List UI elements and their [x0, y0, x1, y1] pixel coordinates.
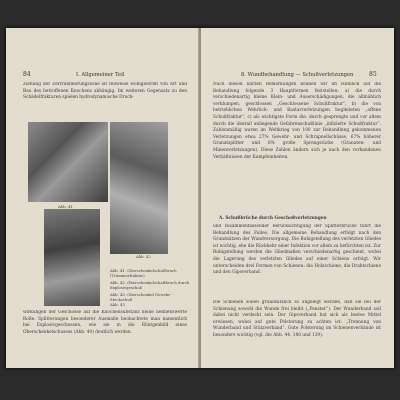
figure-41-caption: Abb. 41. Oberschenkelschußbruch (Trümmerfraktur)	[110, 268, 177, 278]
figure-42-photo	[110, 122, 168, 254]
left-running-head: I. Allgemeiner Teil	[76, 72, 125, 78]
right-text-1: Nach diesen kurzen Bemerkungen können wir im Hinblick auf die Behandlung folgende 3 Hauptformen feststellen: a) die durch verschiedenartig kleine Klein- und Auserschädigungen, die allmählich verklumpen, geschlossen „Geschlossene Schußfraktur“, b) die von betrieblichen Wehrlich- und Bastarverletzungen begleiteten „offene Schußfraktur“, c) als wichtigste Form die, durch gesprengte und vor allem durch die überall anliegende Gefahrenschußlinie „infizierte Schußfraktur“. Zahlenmäßig waren im Weltkrieg von 100 zur Behandlung gekommenen Verletzungen etwa 27% Gewehr- und Schrapnellschüsse, 67% höherer Granatsplitter und 6% große Sprengstücke (Granaten- und Minenverletzungen). Diese Zahlen ändern sich je nach den vorhandenen Verhältnissen der Kampfeinheiten.	[213, 82, 381, 160]
figure-43-label: Abb. 43	[110, 302, 125, 307]
figure-43-photo	[44, 209, 100, 306]
figure-42-label: Abb. 42	[136, 254, 151, 259]
left-bottom-text: wirkungen der Geschosse auf die Knochensubstanz keine nennenswerte Rolle. Splitterungen besonderer Ausmaße beobachtete man namentlich bei Explosivgeschossen, wie sie in die Röntgenbild eines Oberschenkelschusses (Abb. 40) deutlich werden.	[23, 310, 187, 335]
figure-43-caption: Abb. 43. Oberschenkel Gewehr-Steckschuß	[110, 292, 172, 302]
right-subhead: A. Schußbrüche durch Geschoßverletzungen	[219, 216, 327, 221]
left-page	[6, 28, 199, 368]
right-text-3: Die Schienen sollen grundsätzlich so angelegt werden, daß sie bei der Schienung sowohl die Wunde frei bleibt („Fenster“). Der Wunderband soll dabei nicht verdeckt sein. Der Gipsverband hat sich als bestes Mittel erwiesen, wobei auf gute Polsterung zu achten ist: „Trennung von Wunderband und Stützverband“. Gute Polsterung im Schienenverbände ist besonders wichtig (vgl. die Abb. 44, 186 und 139).	[213, 300, 381, 338]
left-page-number: 84	[23, 71, 31, 78]
figure-42-caption: Abb. 42. Oberschenkelschaftbruch durch Explosivgeschoß	[110, 280, 190, 290]
right-text-2: und zusammenfassender Berücksichtigung der Splitterbrüche führt die Behandlung des Falles. Die allgemeine Behandlung erfolgt nach den Grundsätzen der Wundversorgung. Die Ruhigstellung des verletzten Gliedes ist wichtig, ehe die Rückkehr einer Infektion vor allem zu befürchten ist. Zur Ruhigstellung werden die Gliedmaßen verschiedenartig geschient, wobei die Lagerung des verletzten Gliedes auf einer Schiene erfolgt. Wir unterscheiden drei Formen von Schienen: die Holzschiene, die Drahtschiene und den Gipsverband.	[213, 224, 381, 276]
open-book	[6, 28, 394, 368]
figure-41-label: Abb. 41	[58, 204, 73, 209]
right-page	[201, 28, 394, 368]
right-running-head: 8. Wundbehandlung — Schußverletzungen	[241, 72, 354, 78]
figure-41-photo	[28, 122, 108, 202]
right-page-number: 85	[369, 71, 377, 78]
left-top-text: Ziehung der Zertrümmerungszone ist teilweise wohlgeformt von Art und Bau des betroffenen Knochens abhängig. Im weiteren Gegensatz zu den Schädelfrakturen spielen hydrodynamische Druck-	[23, 82, 187, 101]
